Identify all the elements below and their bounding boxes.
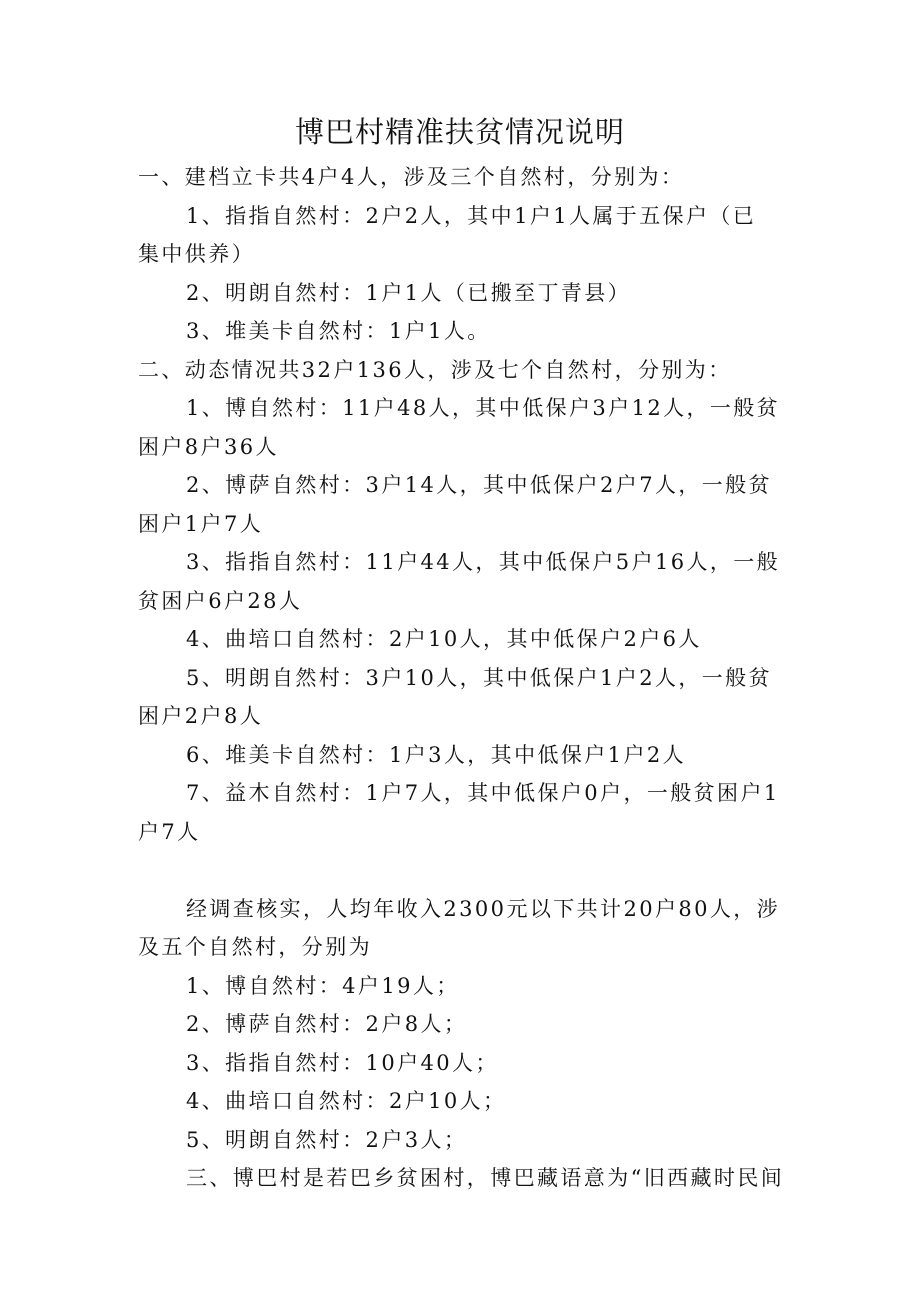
paragraph-line: 困户8户36人 [138,434,279,459]
paragraph-line: 2、博萨自然村：3户14人，其中低保户2户7人，一般贫 [186,473,772,497]
paragraph-line: 经调查核实，人均年收入2300元以下共计20户80人，涉 [186,896,781,921]
paragraph-line: 4、曲培口自然村：2户10人，其中低保户2户6人 [186,627,702,651]
paragraph-line: 2、博萨自然村：2户8人； [186,1012,468,1036]
paragraph-line: 及五个自然村，分别为 [138,935,372,959]
paragraph-line: 4、曲培口自然村：2户10人； [186,1089,507,1113]
paragraph-line: 3、堆美卡自然村：1户1人。 [186,319,491,343]
paragraph-line: 7、益木自然村：1户7人，其中低保户0户，一般贫困户1 [186,781,780,805]
section-3-heading: 三、博巴村是若巴乡贫困村，博巴藏语意为“旧西藏时民间 [186,1166,785,1190]
paragraph-line: 2、明朗自然村：1户1人（已搬至丁青县） [186,280,632,305]
section-1-heading: 一、建档立卡共4户4人，涉及三个自然村，分别为： [138,165,685,189]
document-title: 博巴村精准扶贫情况说明 [294,115,625,149]
paragraph-line: 困户2户8人 [138,704,264,728]
paragraph-line: 3、指指自然村：10户40人； [186,1050,499,1075]
blank-line [138,851,786,890]
paragraph-line: 困户1户7人 [138,511,264,536]
paragraph-line: 6、堆美卡自然村：1户3人，其中低保户1户2人 [186,742,687,767]
paragraph-line: 5、明朗自然村：2户3人； [186,1127,468,1152]
paragraph-line: 贫困户6户28人 [138,588,303,613]
paragraph-line: 1、博自然村：4户19人； [186,973,460,998]
paragraph-line: 1、指指自然村：2户2人，其中1户1人属于五保户（已 [186,203,757,228]
paragraph-line: 集中供养） [138,242,255,266]
paragraph-line: 5、明朗自然村：3户10人，其中低保户1户2人，一般贫 [186,665,772,690]
section-2-heading: 二、动态情况共32户136人，涉及七个自然村，分别为： [138,357,732,382]
document-body [138,158,786,1198]
paragraph-line: 3、指指自然村：11户44人，其中低保户5户16人，一般 [186,550,781,574]
paragraph-line: 1、博自然村：11户48人，其中低保户3户12人，一般贫 [186,396,781,420]
paragraph-line: 户7人 [138,819,201,844]
